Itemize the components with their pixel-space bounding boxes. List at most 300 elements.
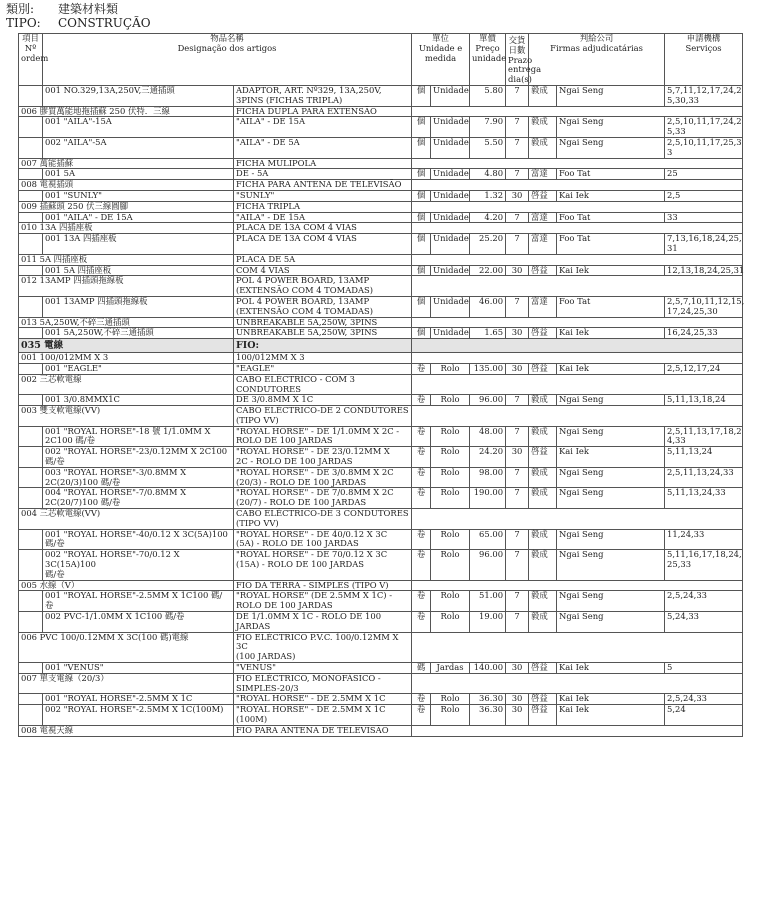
table-row <box>19 328 743 339</box>
item-firm-zh: 富達 <box>529 212 557 223</box>
item-days: 7 <box>506 234 529 255</box>
table-row <box>19 550 743 580</box>
group-desc-pt: FICHA PARA ANTENA DE TELEVISÃO <box>234 180 412 191</box>
item-name-zh: 001 13AMP 四插頭拖線板 <box>43 296 234 317</box>
item-desc-pt: "ROYAL HORSE" - DE 40/0.12 X 3C (5A) - ROLO DE 100 JARDAS <box>234 529 412 550</box>
section-row <box>19 339 743 353</box>
item-unit-zh: 個 <box>412 328 431 339</box>
item-price: 19.00 <box>470 612 506 633</box>
type-line <box>6 17 151 29</box>
empty-cell <box>412 201 743 212</box>
item-services: 5,11,13,18,24 <box>665 395 743 406</box>
item-number-cell <box>19 328 43 339</box>
item-unit-pt: Rolo <box>431 467 470 488</box>
item-unit-zh: 碼 <box>412 663 431 674</box>
item-days: 7 <box>506 395 529 406</box>
group-row <box>19 673 743 694</box>
item-unit-zh: 個 <box>412 212 431 223</box>
group-name-zh: 013 5A,250W,不碎三通插頭 <box>19 317 234 328</box>
group-desc-pt: PLACA DE 5A <box>234 254 412 265</box>
item-price: 25.20 <box>470 234 506 255</box>
item-desc-pt: "AILA" - DE 15A <box>234 117 412 138</box>
item-days: 7 <box>506 117 529 138</box>
group-row <box>19 374 743 395</box>
item-desc-pt: "ROYAL HORSE" (DE 2.5MM X 1C) - ROLO DE 100 JARDAS <box>234 591 412 612</box>
item-days: 7 <box>506 137 529 158</box>
item-firm-pt: Ngai Seng <box>557 467 665 488</box>
item-services: 2,5,7,10,11,12,15, 17,24,25,30 <box>665 296 743 317</box>
item-unit-zh: 卷 <box>412 488 431 509</box>
item-days: 7 <box>506 612 529 633</box>
category-label: 類別: <box>6 2 35 16</box>
group-row <box>19 509 743 530</box>
group-name-zh: 005 水線（V） <box>19 580 234 591</box>
item-name-zh: 003 "ROYAL HORSE"-3/0.8MM X 2C(20/3)100 碼/卷 <box>43 467 234 488</box>
empty-cell <box>412 632 743 662</box>
table-row <box>19 395 743 406</box>
item-unit-pt: Unidade <box>431 190 470 201</box>
empty-cell <box>412 374 743 395</box>
item-unit-zh: 卷 <box>412 694 431 705</box>
col-price-header <box>470 34 506 86</box>
empty-cell <box>412 158 743 169</box>
item-name-zh: 004 "ROYAL HORSE"-7/0.8MM X 2C(20/7)100 碼/卷 <box>43 488 234 509</box>
group-name-zh: 008 電視天線 <box>19 725 234 736</box>
item-desc-pt: "VENUS" <box>234 663 412 674</box>
item-firm-pt: Kai Iek <box>557 694 665 705</box>
item-services: 5,24,33 <box>665 612 743 633</box>
item-price: 1.32 <box>470 190 506 201</box>
item-days: 7 <box>506 488 529 509</box>
item-services: 5,24 <box>665 705 743 726</box>
item-days: 30 <box>506 328 529 339</box>
item-unit-pt: Unidade <box>431 117 470 138</box>
table-row <box>19 85 743 106</box>
table-row <box>19 234 743 255</box>
item-firm-zh: 啓益 <box>529 447 557 468</box>
item-firm-pt: Kai Iek <box>557 190 665 201</box>
item-name-zh: 001 "VENUS" <box>43 663 234 674</box>
group-desc-pt: FICHA MULIPOLA <box>234 158 412 169</box>
item-name-zh: 001 "ROYAL HORSE"-2.5MM X 1C100 碼/ 卷 <box>43 591 234 612</box>
col-firm-header <box>529 34 665 86</box>
item-name-zh: 002 PVC-1/1.0MM X 1C100 碼/卷 <box>43 612 234 633</box>
empty-cell <box>412 254 743 265</box>
group-row <box>19 254 743 265</box>
item-firm-zh: 啓益 <box>529 705 557 726</box>
group-row <box>19 106 743 117</box>
item-firm-zh: 毅成 <box>529 467 557 488</box>
col-svc-pt: Serviços <box>685 42 722 53</box>
group-name-zh: 002 三芯軟電線 <box>19 374 234 395</box>
col-price-pt: Preço unidade <box>472 42 507 63</box>
col-unit-pt: Unidade e medida <box>418 42 463 63</box>
item-firm-zh: 啓益 <box>529 363 557 374</box>
item-firm-zh: 毅成 <box>529 550 557 580</box>
group-name-zh: 003 雙支軟電線(VV) <box>19 406 234 427</box>
item-unit-pt: Unidade <box>431 265 470 276</box>
item-desc-pt: "ROYAL HORSE" - DE 1/1.0MM X 2C - ROLO DE 100 JARDAS <box>234 426 412 447</box>
table-row <box>19 447 743 468</box>
item-unit-pt: Unidade <box>431 296 470 317</box>
item-name-zh: 001 "AILA"-15A <box>43 117 234 138</box>
item-firm-zh: 啓益 <box>529 328 557 339</box>
table-row <box>19 488 743 509</box>
empty-cell <box>412 406 743 427</box>
item-services: 2,5,10,11,17,25,3 3 <box>665 137 743 158</box>
table-row <box>19 265 743 276</box>
item-desc-pt: DE 3/0.8MM X 1C <box>234 395 412 406</box>
item-name-zh: 002 "ROYAL HORSE"-23/0.12MM X 2C100 碼/卷 <box>43 447 234 468</box>
item-days: 7 <box>506 529 529 550</box>
item-price: 46.00 <box>470 296 506 317</box>
item-number-cell <box>19 550 43 580</box>
item-name-zh: 001 "ROYAL HORSE"-18 號 1/1.0MM X 2C100 碼/卷 <box>43 426 234 447</box>
group-row <box>19 317 743 328</box>
item-price: 96.00 <box>470 550 506 580</box>
item-name-zh: 001 "SUNLY" <box>43 190 234 201</box>
empty-cell <box>412 106 743 117</box>
item-unit-zh: 個 <box>412 190 431 201</box>
group-desc-pt: FIO DA TERRA - SIMPLES (TIPO V) <box>234 580 412 591</box>
item-firm-pt: Kai Iek <box>557 663 665 674</box>
col-unit-zh: 單位 <box>432 33 449 43</box>
item-firm-pt: Ngai Seng <box>557 117 665 138</box>
item-services: 5,11,13,24,33 <box>665 488 743 509</box>
item-days: 7 <box>506 296 529 317</box>
item-services: 5,11,16,17,18,24, 25,33 <box>665 550 743 580</box>
table-row <box>19 190 743 201</box>
group-name-zh: 001 100/012MM X 3 <box>19 353 234 364</box>
item-price: 36.30 <box>470 705 506 726</box>
item-name-zh: 001 "AILA" - DE 15A <box>43 212 234 223</box>
group-name-zh: 007 單支電線（20/3） <box>19 673 234 694</box>
item-firm-pt: Foo Tat <box>557 169 665 180</box>
item-unit-zh: 個 <box>412 137 431 158</box>
item-number-cell <box>19 234 43 255</box>
col-price-zh: 單價 <box>479 33 496 43</box>
group-row <box>19 406 743 427</box>
group-desc-pt: 100/012MM X 3 <box>234 353 412 364</box>
item-number-cell <box>19 296 43 317</box>
item-services: 25 <box>665 169 743 180</box>
group-name-zh: 010 13A 四插座板 <box>19 223 234 234</box>
item-services: 12,13,18,24,25,31 <box>665 265 743 276</box>
item-firm-pt: Foo Tat <box>557 234 665 255</box>
item-number-cell <box>19 705 43 726</box>
item-price: 140.00 <box>470 663 506 674</box>
table-body <box>19 85 743 736</box>
item-price: 98.00 <box>470 467 506 488</box>
group-name-zh: 012 13AMP 四插頭拖線板 <box>19 276 234 297</box>
item-unit-pt: Unidade <box>431 212 470 223</box>
group-name-zh: 006 膠質萬能地拖插蘇 250 伏特．三線 <box>19 106 234 117</box>
item-name-zh: 001 NO.329,13A,250V,三通插頭 <box>43 85 234 106</box>
item-price: 48.00 <box>470 426 506 447</box>
item-unit-pt: Unidade <box>431 85 470 106</box>
item-firm-pt: Kai Iek <box>557 447 665 468</box>
item-days: 30 <box>506 363 529 374</box>
col-firm-pt: Firmas adjudicatárias <box>550 42 643 53</box>
item-unit-pt: Unidade <box>431 328 470 339</box>
group-desc-pt: CABO ELÉCTRICO-DE 3 CONDUTORES (TIPO VV) <box>234 509 412 530</box>
group-desc-pt: FICHA TRIPLA <box>234 201 412 212</box>
table-row <box>19 663 743 674</box>
col-name-zh: 物品名稱 <box>210 33 244 43</box>
item-number-cell <box>19 426 43 447</box>
item-unit-pt: Rolo <box>431 447 470 468</box>
item-desc-pt: POL 4 POWER BOARD, 13AMP (EXTENSÃO COM 4 TOMADAS) <box>234 296 412 317</box>
item-unit-zh: 個 <box>412 117 431 138</box>
table-row <box>19 137 743 158</box>
price-table <box>18 33 743 737</box>
item-unit-pt: Rolo <box>431 363 470 374</box>
col-item-header: 項目 Nº ordem <box>19 34 43 86</box>
item-unit-pt: Rolo <box>431 591 470 612</box>
col-svc-zh: 申請機構 <box>686 33 721 43</box>
group-name-zh: 008 電視插頭 <box>19 180 234 191</box>
item-unit-pt: Rolo <box>431 705 470 726</box>
item-days: 30 <box>506 663 529 674</box>
item-desc-pt: DE 1/1.0MM X 1C - ROLO DE 100 JARDAS <box>234 612 412 633</box>
item-price: 22.00 <box>470 265 506 276</box>
item-services: 2,5,10,11,17,24,2 5,33 <box>665 117 743 138</box>
item-days: 30 <box>506 190 529 201</box>
item-unit-pt: Unidade <box>431 137 470 158</box>
item-desc-pt: "ROYAL HORSE" - DE 23/0.12MM X 2C - ROLO DE 100 JARDAS <box>234 447 412 468</box>
group-row <box>19 580 743 591</box>
item-name-zh: 001 "ROYAL HORSE"-2.5MM X 1C <box>43 694 234 705</box>
item-firm-pt: Foo Tat <box>557 296 665 317</box>
item-number-cell <box>19 488 43 509</box>
item-unit-zh: 卷 <box>412 447 431 468</box>
item-firm-zh: 富達 <box>529 169 557 180</box>
group-row <box>19 201 743 212</box>
item-desc-pt: "ROYAL HORSE" - DE 7/0.8MM X 2C (20/7) - ROLO DE 100 JARDAS <box>234 488 412 509</box>
item-firm-zh: 富達 <box>529 234 557 255</box>
group-name-zh: 009 插蘇頭 250 伏三線圓腳 <box>19 201 234 212</box>
col-unit-header <box>412 34 470 86</box>
group-row <box>19 180 743 191</box>
empty-cell <box>412 725 743 736</box>
item-firm-zh: 毅成 <box>529 395 557 406</box>
item-price: 65.00 <box>470 529 506 550</box>
col-days-header: 交貨 日數 Prazo entrega dia(s) <box>506 34 529 86</box>
group-desc-pt: POL 4 POWER BOARD, 13AMP (EXTENSÃO COM 4 TOMADAS) <box>234 276 412 297</box>
item-firm-pt: Ngai Seng <box>557 85 665 106</box>
item-firm-zh: 毅成 <box>529 85 557 106</box>
empty-cell <box>412 180 743 191</box>
item-name-zh: 001 "ROYAL HORSE"-40/0.12 X 3C(5A)100 碼/卷 <box>43 529 234 550</box>
table-header <box>19 34 743 86</box>
item-days: 7 <box>506 169 529 180</box>
item-days: 30 <box>506 705 529 726</box>
item-unit-pt: Unidade <box>431 169 470 180</box>
item-days: 30 <box>506 265 529 276</box>
item-firm-pt: Ngai Seng <box>557 550 665 580</box>
item-unit-pt: Rolo <box>431 395 470 406</box>
item-number-cell <box>19 529 43 550</box>
item-name-zh: 001 3/0.8MMX1C <box>43 395 234 406</box>
item-days: 7 <box>506 591 529 612</box>
col-firm-zh: 判給公司 <box>579 33 614 43</box>
table-row <box>19 212 743 223</box>
item-firm-zh: 毅成 <box>529 488 557 509</box>
type-value: CONSTRUÇÃO <box>58 16 151 30</box>
group-row <box>19 353 743 364</box>
item-firm-pt: Ngai Seng <box>557 529 665 550</box>
item-price: 51.00 <box>470 591 506 612</box>
item-firm-pt: Ngai Seng <box>557 612 665 633</box>
item-price: 96.00 <box>470 395 506 406</box>
table-row <box>19 529 743 550</box>
group-desc-pt: FIO ELÉCTRICO P.V.C. 100/0.12MM X 3C (100 JARDAS) <box>234 632 412 662</box>
item-number-cell <box>19 694 43 705</box>
table-row <box>19 467 743 488</box>
item-unit-pt: Rolo <box>431 550 470 580</box>
item-name-zh: 001 5A <box>43 169 234 180</box>
item-name-zh: 002 "ROYAL HORSE"-2.5MM X 1C(100M) <box>43 705 234 726</box>
table-row <box>19 612 743 633</box>
item-days: 7 <box>506 426 529 447</box>
item-unit-pt: Unidade <box>431 234 470 255</box>
table-row <box>19 694 743 705</box>
item-price: 1.65 <box>470 328 506 339</box>
group-desc-pt: UNBREAKABLE 5A,250W, 3PINS <box>234 317 412 328</box>
item-services: 2,5,12,17,24 <box>665 363 743 374</box>
item-firm-pt: Kai Iek <box>557 265 665 276</box>
group-desc-pt: CABO ELÉCTRICO - COM 3 CONDUTORES <box>234 374 412 395</box>
item-number-cell <box>19 591 43 612</box>
group-row <box>19 158 743 169</box>
item-days: 30 <box>506 694 529 705</box>
item-unit-zh: 個 <box>412 296 431 317</box>
item-price: 24.20 <box>470 447 506 468</box>
empty-cell <box>412 223 743 234</box>
item-price: 4.20 <box>470 212 506 223</box>
item-desc-pt: ADAPTOR, ART. Nº329, 13A,250V, 3PINS (FICHAS TRIPLA) <box>234 85 412 106</box>
col-name-header <box>43 34 412 86</box>
empty-cell <box>412 673 743 694</box>
item-price: 135.00 <box>470 363 506 374</box>
item-firm-zh: 啓益 <box>529 694 557 705</box>
item-price: 190.00 <box>470 488 506 509</box>
item-desc-pt: UNBREAKABLE 5A,250W, 3PINS <box>234 328 412 339</box>
item-unit-pt: Rolo <box>431 694 470 705</box>
item-desc-pt: "ROYAL HORSE" - DE 70/0.12 X 3C (15A) - ROLO DE 100 JARDAS <box>234 550 412 580</box>
item-firm-zh: 毅成 <box>529 137 557 158</box>
item-services: 16,24,25,33 <box>665 328 743 339</box>
item-unit-pt: Rolo <box>431 488 470 509</box>
item-services: 2,5 <box>665 190 743 201</box>
item-unit-zh: 卷 <box>412 550 431 580</box>
item-unit-zh: 卷 <box>412 467 431 488</box>
group-name-zh: 006 PVC 100/0.12MM X 3C(100 碼)電線 <box>19 632 234 662</box>
item-services: 2,5,24,33 <box>665 694 743 705</box>
item-number-cell <box>19 85 43 106</box>
item-desc-pt: DE - 5A <box>234 169 412 180</box>
item-firm-zh: 啓益 <box>529 265 557 276</box>
item-desc-pt: "AILA" - DE 15A <box>234 212 412 223</box>
item-services: 5,7,11,12,17,24,2 5,30,33 <box>665 85 743 106</box>
item-unit-zh: 個 <box>412 265 431 276</box>
item-unit-pt: Rolo <box>431 612 470 633</box>
col-name-pt: Designação dos artigos <box>177 42 277 53</box>
item-firm-zh: 富達 <box>529 296 557 317</box>
item-services: 5 <box>665 663 743 674</box>
item-days: 7 <box>506 467 529 488</box>
item-desc-pt: "ROYAL HORSE" - DE 3/0.8MM X 2C (20/3) - ROLO DE 100 JARDAS <box>234 467 412 488</box>
item-firm-pt: Ngai Seng <box>557 137 665 158</box>
item-number-cell <box>19 212 43 223</box>
item-desc-pt: "ROYAL HORSE" - DE 2.5MM X 1C (100M) <box>234 705 412 726</box>
group-name-zh: 004 三芯軟電線(VV) <box>19 509 234 530</box>
item-firm-pt: Kai Iek <box>557 363 665 374</box>
item-number-cell <box>19 169 43 180</box>
item-unit-pt: Rolo <box>431 426 470 447</box>
item-unit-zh: 卷 <box>412 363 431 374</box>
item-firm-pt: Ngai Seng <box>557 591 665 612</box>
item-number-cell <box>19 265 43 276</box>
item-number-cell <box>19 447 43 468</box>
type-label: TIPO: <box>6 16 41 30</box>
item-firm-zh: 毅成 <box>529 529 557 550</box>
item-services: 11,24,33 <box>665 529 743 550</box>
item-firm-pt: Foo Tat <box>557 212 665 223</box>
group-desc-pt: FIO ELÉCTRICO, MONOFÁSICO - SIMPLES-20/3 <box>234 673 412 694</box>
item-unit-zh: 卷 <box>412 395 431 406</box>
item-name-zh: 001 "EAGLE" <box>43 363 234 374</box>
empty-cell <box>412 276 743 297</box>
item-number-cell <box>19 117 43 138</box>
item-number-cell <box>19 137 43 158</box>
item-unit-zh: 卷 <box>412 529 431 550</box>
item-days: 30 <box>506 447 529 468</box>
item-unit-zh: 卷 <box>412 612 431 633</box>
item-days: 7 <box>506 85 529 106</box>
item-firm-pt: Kai Iek <box>557 328 665 339</box>
group-row <box>19 632 743 662</box>
section-name-zh: 035 電線 <box>19 339 234 353</box>
item-services: 7,13,16,18,24,25, 31 <box>665 234 743 255</box>
table-row <box>19 591 743 612</box>
item-unit-pt: Rolo <box>431 529 470 550</box>
item-firm-pt: Ngai Seng <box>557 488 665 509</box>
item-firm-pt: Ngai Seng <box>557 395 665 406</box>
col-svc-header <box>665 34 743 86</box>
item-price: 5.50 <box>470 137 506 158</box>
item-days: 7 <box>506 212 529 223</box>
group-desc-pt: CABO ELÉCTRICO-DE 2 CONDUTORES (TIPO VV) <box>234 406 412 427</box>
item-desc-pt: "SUNLY" <box>234 190 412 201</box>
table-row <box>19 363 743 374</box>
group-name-zh: 007 萬能插蘇 <box>19 158 234 169</box>
table-row <box>19 705 743 726</box>
empty-cell <box>412 509 743 530</box>
category-line <box>6 3 118 15</box>
group-row <box>19 725 743 736</box>
item-unit-zh: 卷 <box>412 426 431 447</box>
item-name-zh: 002 "ROYAL HORSE"-70/0.12 X 3C(15A)100 碼/卷 <box>43 550 234 580</box>
empty-cell <box>412 339 743 353</box>
item-number-cell <box>19 395 43 406</box>
item-services: 5,11,13,24 <box>665 447 743 468</box>
group-row <box>19 223 743 234</box>
item-desc-pt: PLACA DE 13A COM 4 VIAS <box>234 234 412 255</box>
item-unit-zh: 個 <box>412 169 431 180</box>
item-firm-zh: 啓益 <box>529 663 557 674</box>
item-firm-zh: 毅成 <box>529 117 557 138</box>
